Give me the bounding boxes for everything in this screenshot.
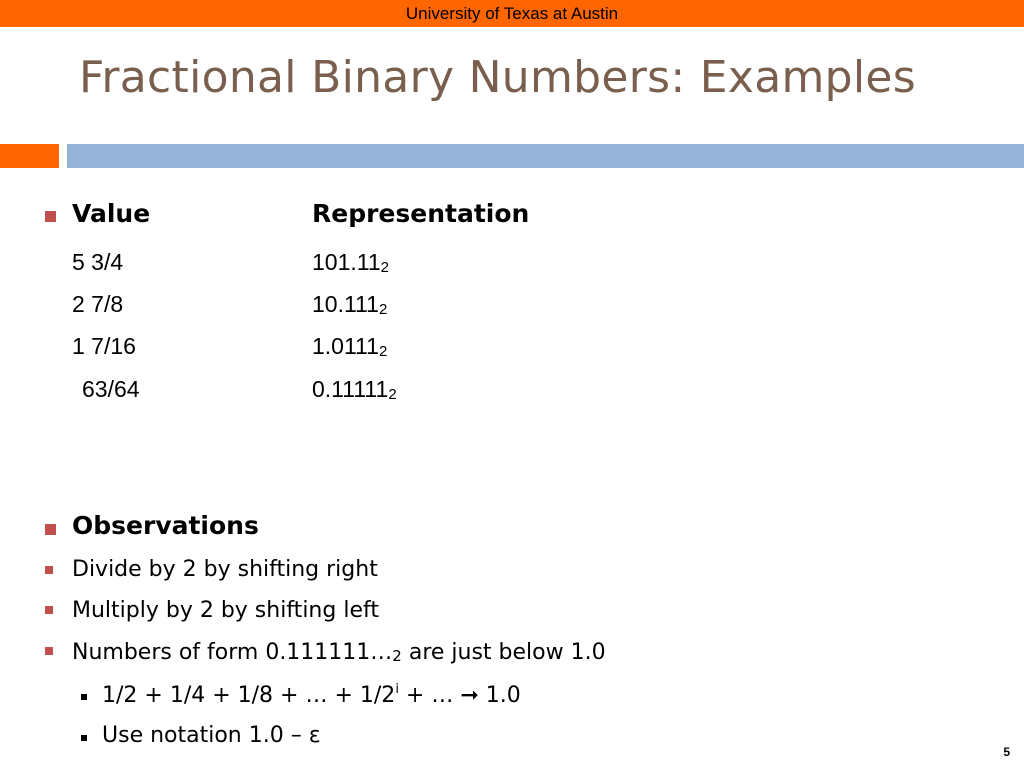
observation-item: Numbers of form $0.111111\dots_2$ are just below 1.0 [72,640,606,665]
square-bullet-icon [81,735,87,741]
square-bullet-icon [45,606,53,614]
sub-observation-item: 1/2 + 1/4 + 1/8 + … + $1/2^i$ + … ➞ 1.0 [102,682,521,708]
header-bar [0,0,1024,27]
observation-item: Divide by 2 by shifting right [72,557,378,582]
slide-title: Fractional Binary Numbers: Examples [79,52,916,103]
square-bullet-icon [45,647,53,655]
square-bullet-icon [45,211,56,222]
representation-cell: $0.11111_2$ [312,376,397,403]
representation-cell: $101.11_2$ [312,249,389,276]
square-bullet-icon [45,524,56,535]
value-cell: 5 3/4 [72,249,124,275]
value-cell: 63/64 [82,376,140,402]
representation-cell: $1.0111_2$ [312,333,388,360]
value-cell: 1 7/16 [72,333,136,359]
institution-name: University of Texas at Austin [405,4,619,23]
square-bullet-icon [81,694,87,700]
value-cell: 2 7/8 [72,291,124,317]
representation-header: Representation [312,199,530,228]
representation-cell: $10.111_2$ [312,291,388,318]
observations-heading: Observations [72,511,259,540]
title-rule-blue [67,144,1024,168]
value-header: Value [72,199,151,228]
square-bullet-icon [45,566,53,574]
title-rule-orange [0,144,59,168]
sub-observation-item: Use notation 1.0 – ε [102,723,321,748]
page-number: 5 [1003,745,1010,759]
observation-item: Multiply by 2 by shifting left [72,598,379,623]
